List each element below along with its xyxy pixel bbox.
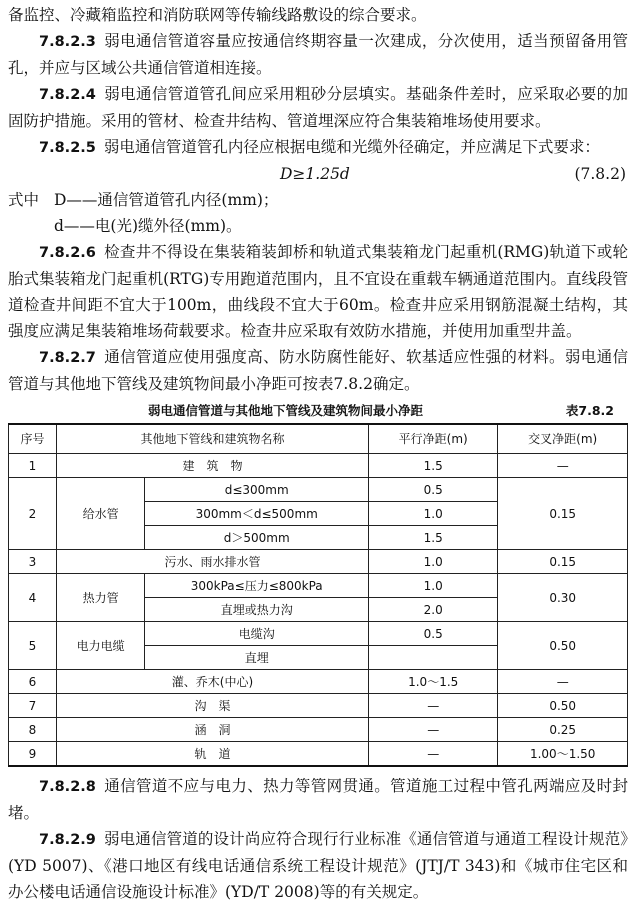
table-row: 2 给水管 d≤300mm 0.5 0.15: [9, 478, 628, 502]
table-row: 8 涵 洞 — 0.25: [9, 718, 628, 742]
table-row: 300mm＜d≤500mm 1.0: [9, 502, 628, 526]
clause-text: 弱电通信管道管孔内径应根据电缆和光缆外径确定，并应满足下式要求：: [103, 138, 600, 156]
where-lead: 式中: [8, 191, 40, 209]
table-row: 直埋或热力沟 2.0: [9, 598, 628, 622]
clause-7-8-2-8: [8, 773, 628, 826]
clause-text: 弱电通信管道容量应按通信终期容量一次建成，分次使用，适当预留备用管孔，并应与区域公共通信管道相连接。: [8, 32, 628, 77]
table-title: 弱电通信管道与其他地下管线及建筑物间最小净距: [148, 403, 424, 418]
table-row: d＞500mm 1.5: [9, 526, 628, 550]
header-no: 序号: [9, 424, 57, 454]
clause-7-8-2-6: [8, 239, 628, 344]
formula-7-8-2: [8, 161, 628, 187]
header-parallel: 平行净距(m): [369, 424, 498, 454]
table-row: 直埋: [9, 646, 628, 670]
clause-7-8-2-7: [8, 344, 628, 397]
group-label: 热力管: [56, 574, 145, 622]
clause-number: 7.8.2.9: [39, 832, 96, 848]
clause-text: 弱电通信管道管孔间应采用粗砂分层填实。基础条件差时，应采取必要的加固防护措施。采用的管材、检查井结构、管道埋深应符合集装箱堆场使用要求。: [8, 85, 628, 130]
clause-number: 7.8.2.5: [39, 140, 96, 156]
table-row: 1 建 筑 物 1.5 —: [9, 454, 628, 478]
table-label: 表7.8.2: [565, 403, 614, 418]
header-name: 其他地下管线和建筑物名称: [56, 424, 368, 454]
formula-where-line-1: [8, 187, 628, 213]
table-row: 6 灌、乔木(中心) 1.0～1.5 —: [9, 670, 628, 694]
table-row: 5 电力电缆 电缆沟 0.5 0.50: [9, 622, 628, 646]
formula-expression: D≥1.25d: [280, 165, 350, 183]
clause-number: 7.8.2.3: [39, 34, 96, 50]
clearance-table: [8, 423, 628, 767]
equation-number: (7.8.2): [574, 165, 626, 183]
table-row: 9 轨 道 — 1.00～1.50: [9, 742, 628, 767]
clause-number: 7.8.2.6: [39, 245, 96, 261]
table-header-row: [9, 424, 628, 454]
group-label: 给水管: [56, 478, 145, 550]
table-caption: [8, 401, 628, 421]
formula-where-line-2: [8, 213, 628, 239]
where-definition-D: D——通信管道管孔内径(mm)；: [54, 191, 279, 209]
clause-number: 7.8.2.7: [39, 350, 96, 366]
clause-text: 通信管道应使用强度高、防水防腐性能好、软基适应性强的材料。弱电通信管道与其他地下管线及建筑物间最小净距可按表7.8.2确定。: [8, 348, 628, 393]
header-cross: 交叉净距(m): [498, 424, 628, 454]
clause-7-8-2-3: [8, 28, 628, 81]
table-row: 4 热力管 300kPa≤压力≤800kPa 1.0 0.30: [9, 574, 628, 598]
clause-text: 检查井不得设在集装箱装卸桥和轨道式集装箱龙门起重机(RMG)轨道下或轮胎式集装箱龙门起重机(RTG)专用跑道范围内，且不宜设在重载车辆通道范围内。直线段管道检查井间距不宜大于100m，曲线段不宜大于60m。检查井应采用钢筋混凝土结构，其强度应满足集装箱堆场荷载要求。检查井应采取有效防水措施，并使用加重型井盖。: [8, 243, 628, 340]
clause-7-8-2-4: [8, 81, 628, 134]
clause-text: 通信管道不应与电力、热力等管网贯通。管道施工过程中管孔两端应及时封堵。: [8, 777, 628, 822]
table-row: 7 沟 渠 — 0.50: [9, 694, 628, 718]
clause-number: 7.8.2.8: [39, 779, 96, 795]
intro-line: 备监控、冷藏箱监控和消防联网等传输线路敷设的综合要求。: [8, 6, 427, 24]
clause-text: 弱电通信管道的设计尚应符合现行行业标准《通信管道与通道工程设计规范》(YD 5007)、《港口地区有线电话通信系统工程设计规范》(JTJ/T 343)和《城市住宅区和办公楼电话通信设施设计标准》(YD/T 2008)等的有关规定。: [8, 830, 628, 901]
where-definition-d: d——电(光)缆外径(mm)。: [54, 217, 242, 235]
clause-7-8-2-9: [8, 826, 628, 905]
table-row: 3 污水、雨水排水管 1.0 0.15: [9, 550, 628, 574]
group-label: 电力电缆: [56, 622, 145, 670]
clause-7-8-2-5: [8, 134, 628, 161]
clause-number: 7.8.2.4: [39, 87, 96, 103]
